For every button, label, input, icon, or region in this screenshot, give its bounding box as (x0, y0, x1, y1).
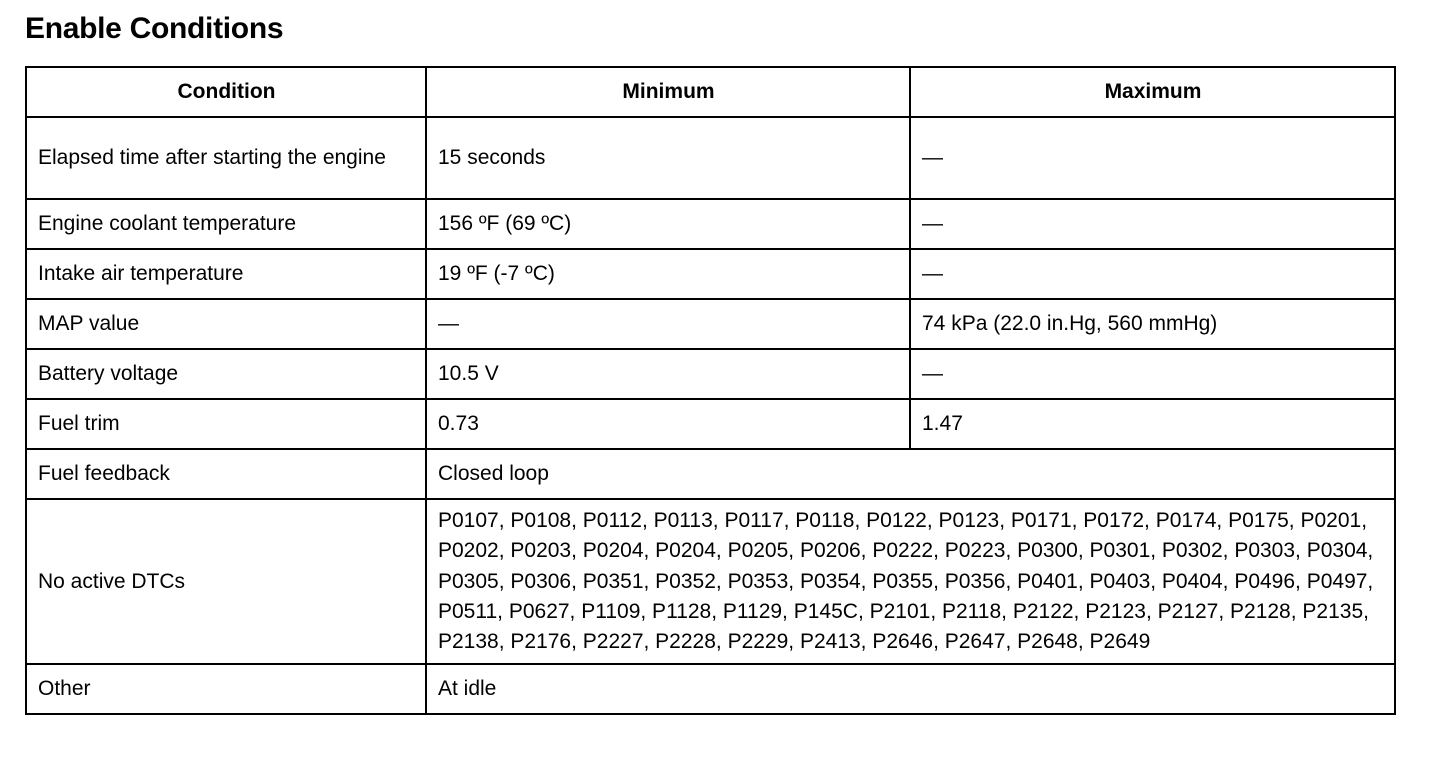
enable-conditions-table (25, 66, 1396, 715)
value-cell: Closed loop (426, 449, 1395, 499)
table-header-row (26, 67, 1395, 117)
maximum-cell: — (910, 349, 1395, 399)
condition-cell: No active DTCs (26, 499, 426, 664)
minimum-cell: 156 ºF (69 ºC) (426, 199, 910, 249)
condition-cell: Battery voltage (26, 349, 426, 399)
condition-cell: Fuel trim (26, 399, 426, 449)
minimum-cell: — (426, 299, 910, 349)
minimum-cell: 15 seconds (426, 117, 910, 199)
table-row (26, 199, 1395, 249)
minimum-cell: 0.73 (426, 399, 910, 449)
condition-cell: Intake air temperature (26, 249, 426, 299)
minimum-cell: 10.5 V (426, 349, 910, 399)
value-cell: At idle (426, 664, 1395, 714)
condition-cell: Elapsed time after starting the engine (26, 117, 426, 199)
maximum-cell: 74 kPa (22.0 in.Hg, 560 mmHg) (910, 299, 1395, 349)
table-row (26, 449, 1395, 499)
table-row (26, 664, 1395, 714)
maximum-cell: — (910, 117, 1395, 199)
maximum-cell: — (910, 199, 1395, 249)
condition-cell: Other (26, 664, 426, 714)
dtc-list-cell: P0107, P0108, P0112, P0113, P0117, P0118, P0122, P0123, P0171, P0172, P0174, P0175, P0201, P0202, P0203, P0204, P0204, P0205, P0206, P0222, P0223, P0300, P0301, P0302, P0303, P0304, P0305, P0306, P0351, P0352, P0353, P0354, P0355, P0356, P0401, P0403, P0404, P0496, P0497, P0511, P0627, P1109, P1128, P1129, P145C, P2101, P2118, P2122, P2123, P2127, P2128, P2135, P2138, P2176, P2227, P2228, P2229, P2413, P2646, P2647, P2648, P2649 (426, 499, 1395, 664)
table-row (26, 349, 1395, 399)
header-maximum: Maximum (910, 67, 1395, 117)
header-minimum: Minimum (426, 67, 910, 117)
minimum-cell: 19 ºF (-7 ºC) (426, 249, 910, 299)
condition-cell: MAP value (26, 299, 426, 349)
header-condition: Condition (26, 67, 426, 117)
maximum-cell: — (910, 249, 1395, 299)
maximum-cell: 1.47 (910, 399, 1395, 449)
table-row (26, 249, 1395, 299)
table-row (26, 399, 1395, 449)
table-row (26, 499, 1395, 664)
table-row (26, 117, 1395, 199)
table-row (26, 299, 1395, 349)
condition-cell: Engine coolant temperature (26, 199, 426, 249)
page-title: Enable Conditions (25, 12, 284, 45)
condition-cell: Fuel feedback (26, 449, 426, 499)
